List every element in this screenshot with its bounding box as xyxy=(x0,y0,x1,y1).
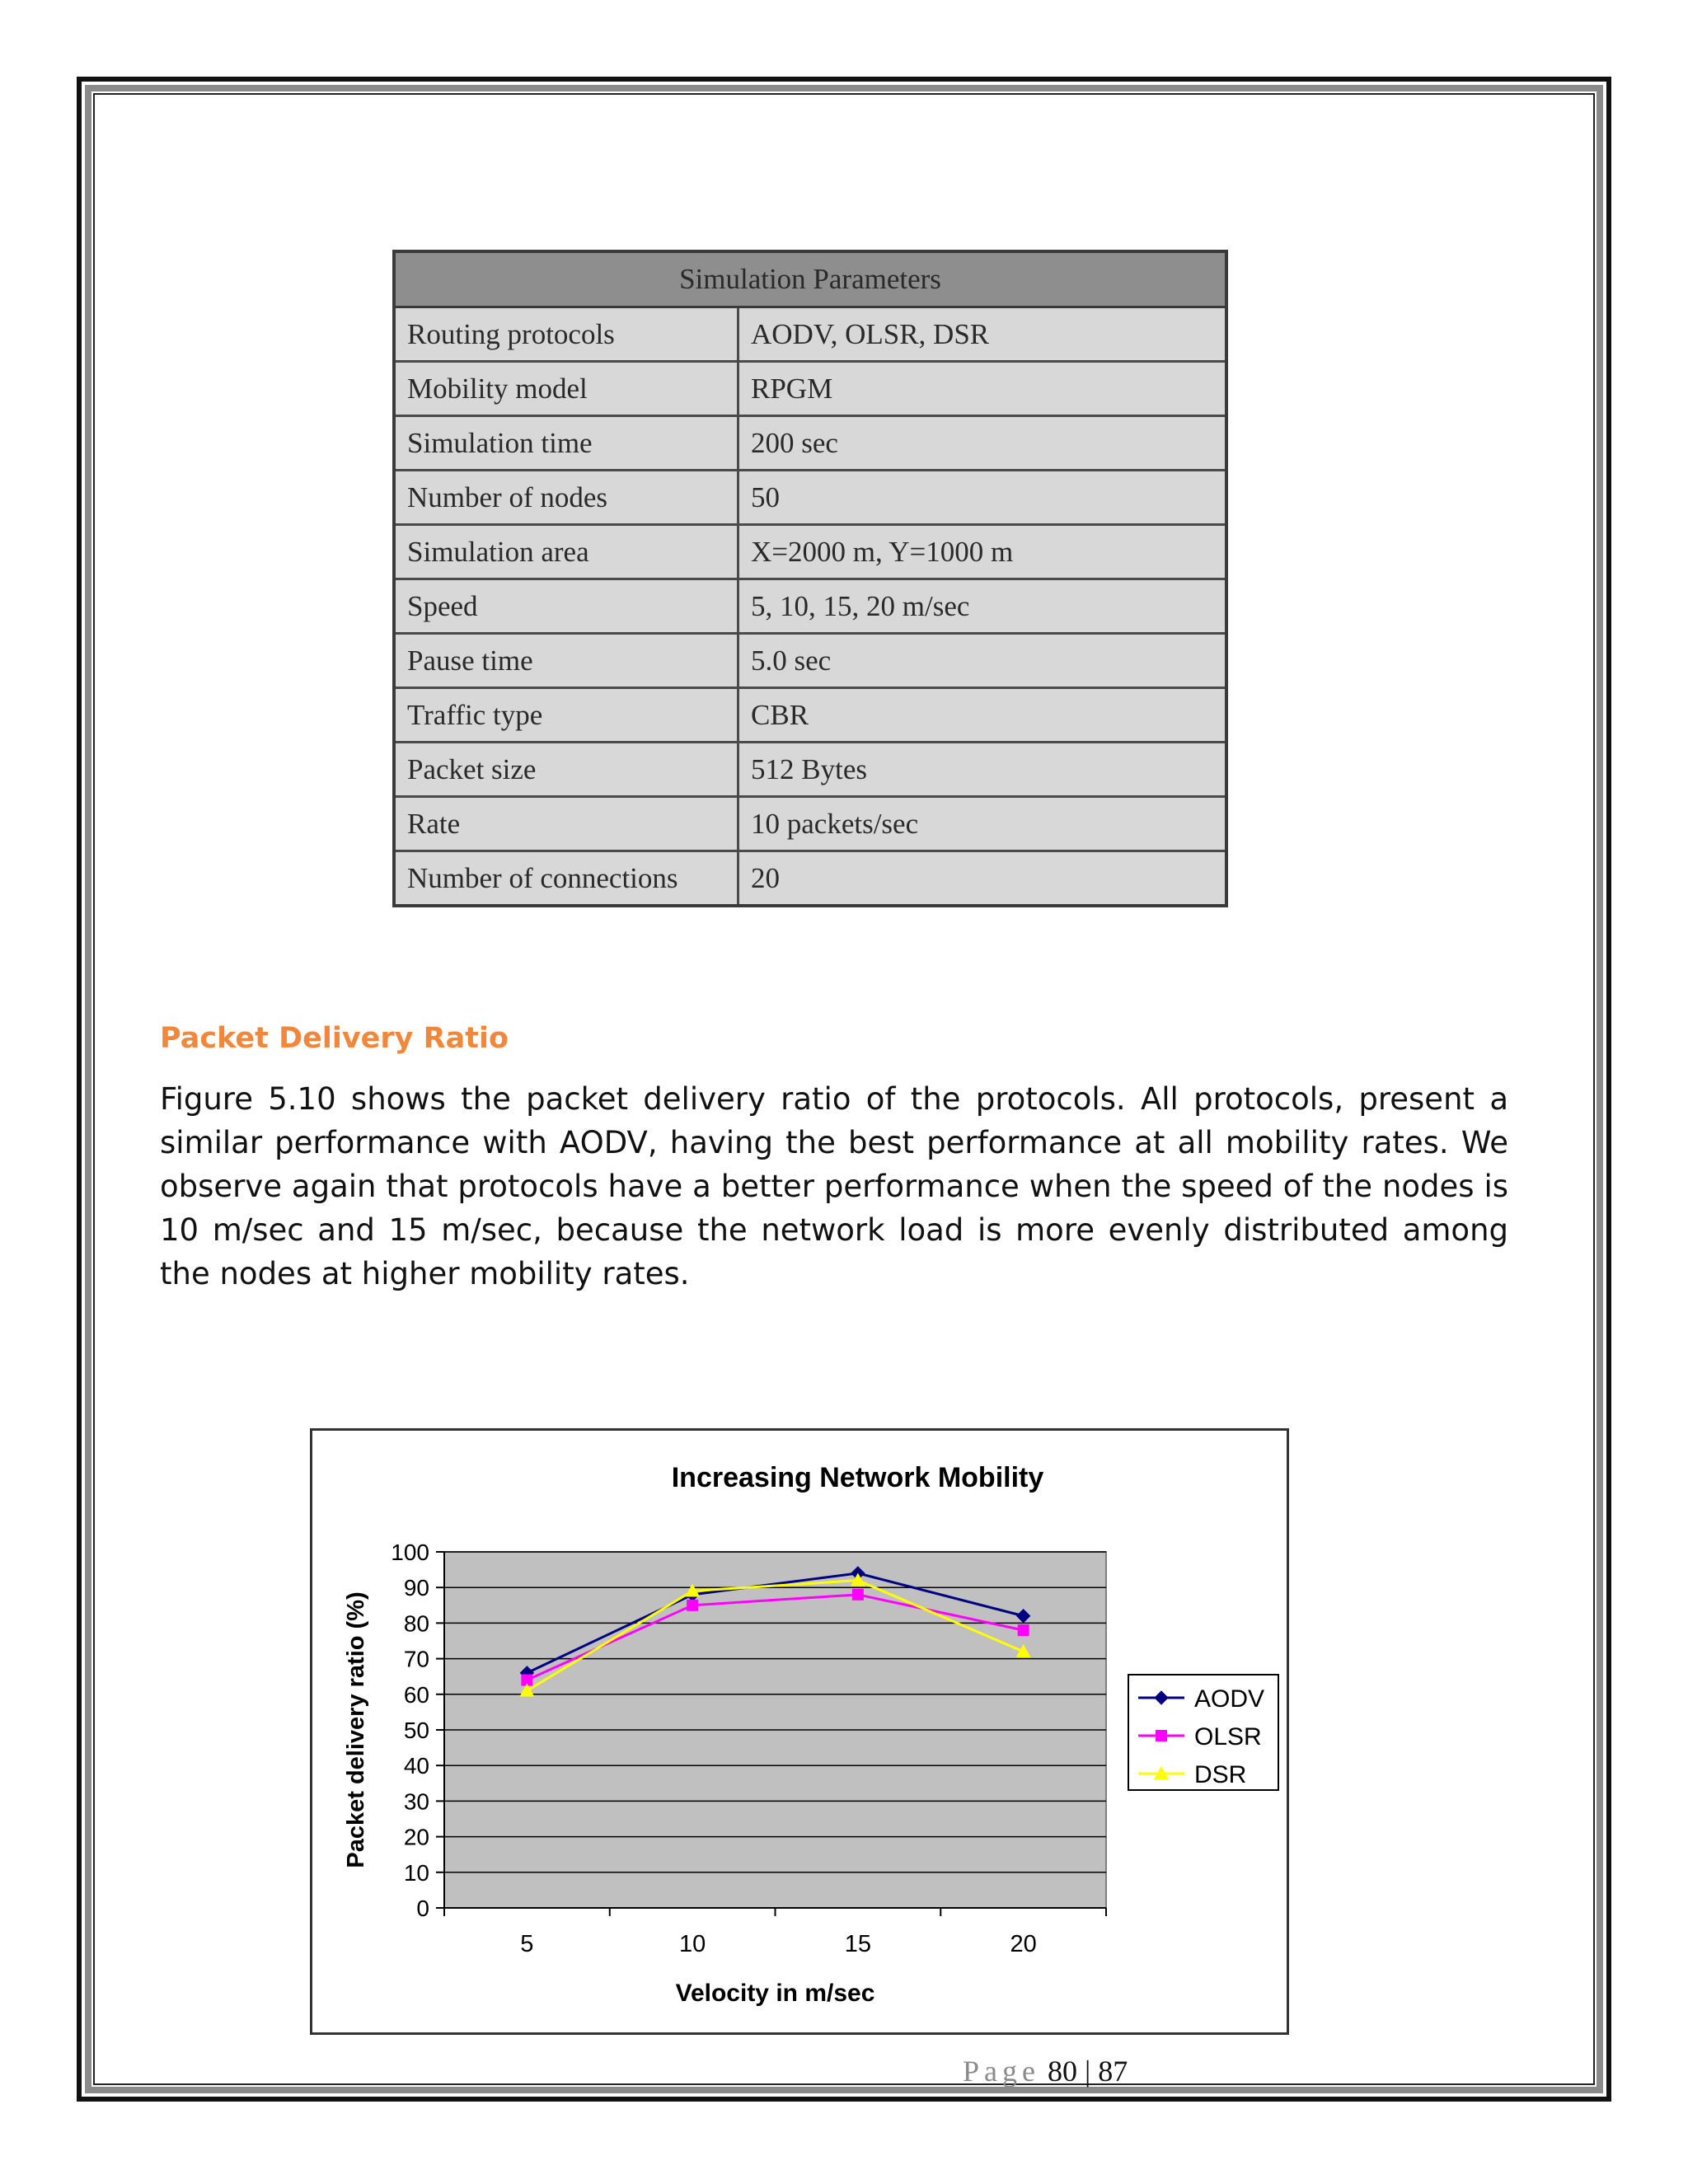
param-name: Traffic type xyxy=(394,688,738,743)
legend-label-olsr: OLSR xyxy=(1194,1723,1262,1750)
x-tick-label: 15 xyxy=(844,1931,872,1957)
param-name: Rate xyxy=(394,797,738,851)
table-row xyxy=(394,579,1226,634)
table-row xyxy=(394,797,1226,851)
section-paragraph: Figure 5.10 shows the packet delivery ratio of the protocols. All protocols, present a similar performance with AODV, having the best performance at all mobility rates. We observe again that protocols have a better performance when the speed of the nodes is 10 m/sec and 15 m/sec, because the network load is more evenly distributed among the nodes at higher mobility rates. xyxy=(160,1081,1508,1291)
param-value: X=2000 m, Y=1000 m xyxy=(738,525,1227,579)
param-value: 20 xyxy=(738,851,1227,907)
table-row xyxy=(394,851,1226,907)
y-tick-label: 90 xyxy=(403,1575,429,1601)
param-value: 5.0 sec xyxy=(738,634,1227,688)
x-tick-label: 20 xyxy=(1010,1931,1037,1957)
param-value: RPGM xyxy=(738,362,1227,416)
table-row xyxy=(394,634,1226,688)
table-row xyxy=(394,743,1226,797)
param-name: Number of nodes xyxy=(394,471,738,525)
chart-figure xyxy=(310,1428,1289,2035)
param-name: Speed xyxy=(394,579,738,634)
simulation-parameters-table xyxy=(392,250,1228,907)
table-row xyxy=(394,471,1226,525)
table-row xyxy=(394,416,1226,471)
param-name: Packet size xyxy=(394,743,738,797)
param-value: 5, 10, 15, 20 m/sec xyxy=(738,579,1227,634)
param-value: 512 Bytes xyxy=(738,743,1227,797)
data-point-olsr xyxy=(1018,1624,1029,1636)
param-name: Mobility model xyxy=(394,362,738,416)
legend-marker-olsr xyxy=(1156,1730,1167,1741)
param-value: 10 packets/sec xyxy=(738,797,1227,851)
legend-label-dsr: DSR xyxy=(1194,1761,1247,1788)
section-heading: Packet Delivery Ratio xyxy=(160,1022,509,1055)
page-number: 80 xyxy=(1047,2055,1077,2088)
x-tick-label: 10 xyxy=(678,1931,706,1957)
table-title: Simulation Parameters xyxy=(394,251,1226,307)
line-chart xyxy=(312,1431,1287,2032)
y-tick-label: 60 xyxy=(403,1681,429,1708)
page-footer xyxy=(963,2054,1128,2088)
data-point-olsr xyxy=(852,1589,864,1601)
param-name: Routing protocols xyxy=(394,307,738,362)
total-pages: 87 xyxy=(1098,2055,1128,2088)
data-point-olsr xyxy=(687,1600,698,1611)
y-tick-label: 80 xyxy=(403,1610,429,1637)
x-tick-label: 5 xyxy=(520,1931,534,1957)
table-row xyxy=(394,525,1226,579)
legend-label-aodv: AODV xyxy=(1194,1685,1265,1713)
param-value: AODV, OLSR, DSR xyxy=(738,307,1227,362)
y-axis-label: Packet delivery ratio (%) xyxy=(343,1591,369,1868)
param-name: Number of connections xyxy=(394,851,738,907)
page-separator: | xyxy=(1084,2055,1091,2088)
y-tick-label: 30 xyxy=(403,1788,429,1815)
param-name: Pause time xyxy=(394,634,738,688)
y-tick-label: 50 xyxy=(403,1718,429,1743)
param-value: CBR xyxy=(738,688,1227,743)
param-name: Simulation area xyxy=(394,525,738,579)
y-tick-label: 100 xyxy=(391,1540,429,1565)
table-row xyxy=(394,688,1226,743)
param-name: Simulation time xyxy=(394,416,738,471)
y-tick-label: 10 xyxy=(403,1859,429,1886)
y-tick-label: 70 xyxy=(403,1646,429,1672)
table-row xyxy=(394,362,1226,416)
table-header-row xyxy=(394,251,1226,307)
param-value: 50 xyxy=(738,471,1227,525)
chart-title: Increasing Network Mobility xyxy=(671,1462,1044,1493)
page-label: Page xyxy=(963,2055,1040,2088)
param-value: 200 sec xyxy=(738,416,1227,471)
table-row xyxy=(394,307,1226,362)
y-tick-label: 20 xyxy=(403,1824,429,1850)
y-tick-label: 0 xyxy=(416,1896,429,1921)
x-axis-label: Velocity in m/sec xyxy=(675,1980,875,2007)
y-tick-label: 40 xyxy=(403,1753,429,1779)
